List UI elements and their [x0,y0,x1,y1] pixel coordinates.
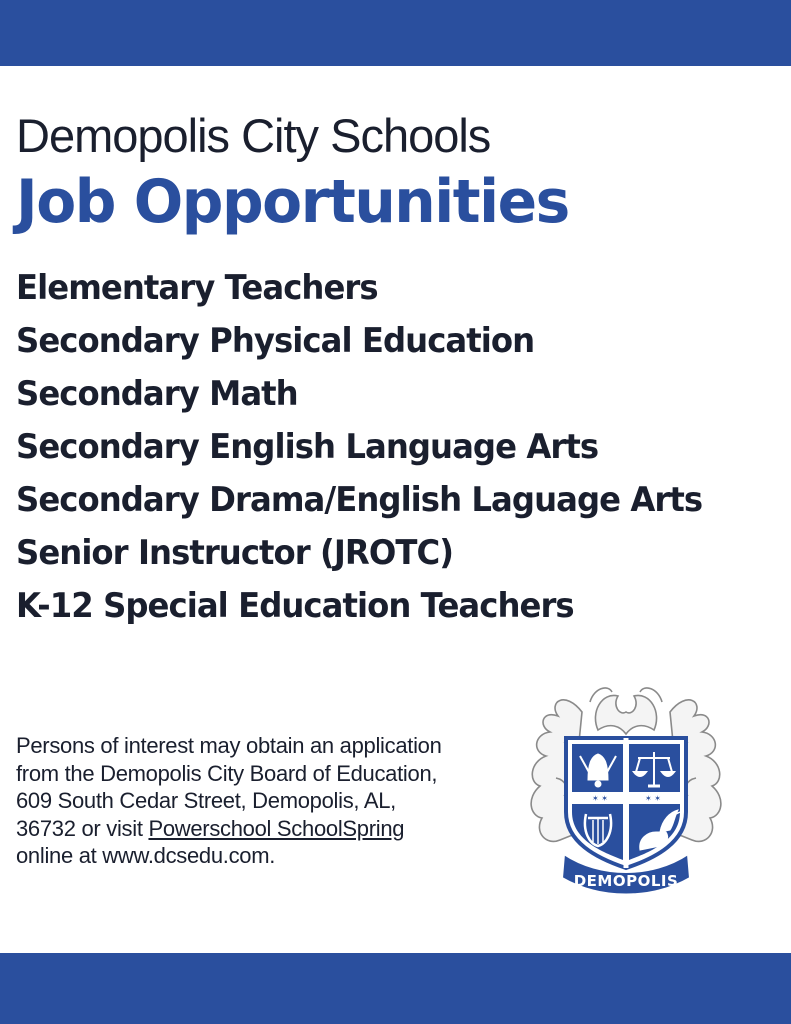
job-item: Secondary Drama/English Laguage Arts [16,480,703,520]
job-item: Secondary Physical Education [16,321,535,361]
info-text-end: online at www.dcsedu.com. [16,843,276,868]
job-item: Secondary English Language Arts [16,427,599,467]
top-color-band [0,0,791,66]
job-item: Elementary Teachers [16,268,378,308]
school-crest-logo [520,682,732,902]
page-title: Job Opportunities [16,167,569,237]
info-text-start: Persons of interest may obtain an application from the Demopolis City Board of Education, 609 South Cedar Street, Demopolis, AL, 36732 or visit [16,733,442,841]
job-list [16,262,738,633]
heading-block [16,106,586,238]
application-info [16,732,456,870]
job-item: K-12 Special Education Teachers [16,586,574,626]
schoolspring-link[interactable]: Powerschool SchoolSpring [148,815,405,841]
organization-name: Demopolis City Schools [16,109,491,162]
crest-banner-text: DEMOPOLIS [573,872,679,890]
job-item: Secondary Math [16,374,298,414]
svg-text:✶ ✶: ✶ ✶ [592,794,608,803]
bottom-color-band [0,953,791,1024]
svg-text:✶ ✶: ✶ ✶ [645,794,661,803]
job-item: Senior Instructor (JROTC) [16,533,454,573]
